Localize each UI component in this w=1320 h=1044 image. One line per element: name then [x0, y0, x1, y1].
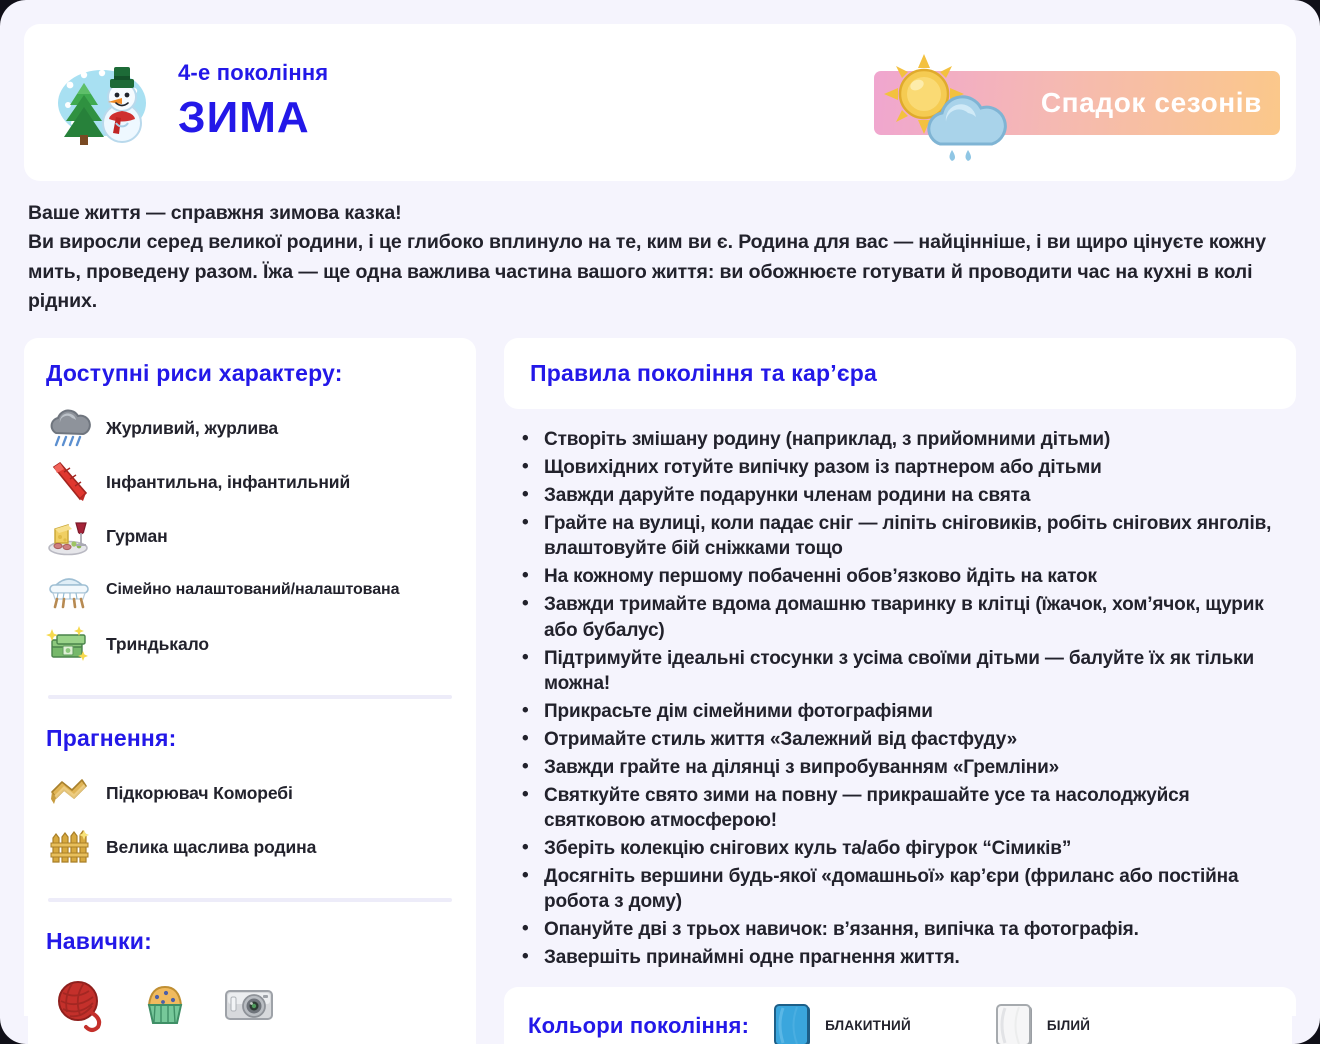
white-swatch-label: БІЛИЙ — [1046, 1018, 1091, 1034]
blue-swatch-icon — [773, 1003, 813, 1044]
rule-item: • Підтримуйте ідеальні стосунки з усіма своїми дітьми — балуйте їх як тільки можна! — [518, 646, 1286, 696]
trait-label: Триндькало — [106, 633, 209, 654]
aspirations-list — [46, 766, 454, 874]
rule-item: • Завершіть принаймні одне прагнення життя. — [518, 945, 1286, 970]
gold-ribbon-icon — [46, 772, 92, 814]
left-column — [24, 338, 476, 1044]
rain-cloud-icon — [46, 407, 92, 449]
camera-icon[interactable] — [220, 975, 278, 1033]
rain-cloud-icon — [918, 82, 1014, 168]
rules-list — [504, 427, 1296, 971]
rule-item: • Прикрасьте дім сімейними фотографіями — [518, 699, 1286, 724]
rule-item: • На кожному першому побаченні обов’язково йдіть на каток — [518, 564, 1286, 589]
muffin-icon[interactable] — [136, 975, 194, 1033]
trait-row[interactable] — [46, 509, 454, 563]
rule-item: • Досягніть вершини будь-якої «домашньої» кар’єри (фриланс або постійна робота з дому) — [518, 864, 1286, 914]
color-swatch-white[interactable] — [995, 1003, 1090, 1044]
traits-list — [46, 401, 454, 671]
header-card — [24, 24, 1296, 181]
skills-title: Навички: — [46, 928, 152, 954]
trait-label: Гурман — [106, 525, 168, 546]
trait-row[interactable] — [46, 617, 454, 671]
golden-fence-icon — [46, 826, 92, 868]
section-divider — [48, 695, 452, 699]
rule-item: • Зберіть колекцію снігових куль та/або фігурок “Сімиків” — [518, 836, 1286, 861]
traits-aspirations-skills-card — [24, 338, 476, 1044]
header-left-group — [24, 57, 328, 149]
rule-item: • Опануйте дві з трьох навичок: в’язання, випічка та фотографія. — [518, 917, 1286, 942]
aspiration-row[interactable] — [46, 820, 454, 874]
color-swatch-blue[interactable] — [773, 1003, 911, 1044]
generation-colors-card — [504, 987, 1296, 1044]
frame-corner-top-right — [1292, 0, 1320, 28]
rule-item: • Щовихідних готуйте випічку разом із партнером або дітьми — [518, 455, 1286, 480]
aspiration-label: Підкорювач Коморебі — [106, 782, 293, 803]
header-titles — [178, 59, 328, 147]
generation-name: ЗИМА — [178, 93, 310, 143]
rule-item: • Завжди даруйте подарунки членам родини на свята — [518, 483, 1286, 508]
rule-item: • Завжди тримайте вдома домашню тваринку в клітці (їжачок, хом’ячок, щурик або бубалус) — [518, 592, 1286, 642]
rule-item: • Завжди грайте на ділянці з випробуванням «Гремліни» — [518, 755, 1286, 780]
cheese-and-wine-icon — [46, 515, 92, 557]
colors-title: Кольори покоління: — [528, 1012, 750, 1038]
trait-row[interactable] — [46, 455, 454, 509]
frame-corner-bottom-right — [1292, 1016, 1320, 1044]
rule-item: • Отримайте стиль життя «Залежний від фастфуду» — [518, 727, 1286, 752]
rules-header-card — [504, 338, 1296, 409]
generation-label: 4-е покоління — [178, 59, 329, 85]
money-stack-icon — [46, 623, 92, 665]
intro-text — [28, 199, 1292, 316]
intro-line-1: Ваше життя — справжня зимова казка! — [28, 202, 402, 224]
rules-title: Правила покоління та кар’єра — [530, 360, 877, 386]
yarn-ball-icon[interactable] — [52, 975, 110, 1033]
intro-line-2: Ви виросли серед великої родини, і це глибоко вплинуло на те, ким ви є. Родина для вас — найцінніше, і ви щиро цінуєте кожну мить, проведену разом. Їжа — ще одна важлива частина вашого життя: ви обожнюєте готувати й проводити час на кухні в колі рідних. — [28, 231, 1266, 312]
season-banner — [874, 60, 1280, 146]
rule-item: • Створіть змішану родину (наприклад, з прийомними дітьми) — [518, 427, 1286, 452]
rule-item: • Грайте на вулиці, коли падає сніг — ліпіть сніговиків, робіть снігових янголів, влаштовуйте бій сніжками тощо — [518, 511, 1286, 561]
trait-row[interactable] — [46, 563, 454, 617]
traits-title: Доступні риси характеру: — [46, 360, 343, 386]
trait-row[interactable] — [46, 401, 454, 455]
frame-corner-top-left — [0, 0, 28, 28]
blue-swatch-label: БЛАКИТНИЙ — [825, 1018, 911, 1034]
rule-item: • Святкуйте свято зими на повну — прикрашайте усе та насолоджуйся святковою атмосферою! — [518, 783, 1286, 833]
trait-label: Інфантильна, інфантильний — [106, 471, 351, 492]
red-crayon-icon — [46, 461, 92, 503]
season-banner-text: Спадок сезонів — [1040, 87, 1262, 118]
aspiration-row[interactable] — [46, 766, 454, 820]
trait-label: Журливий, журлива — [106, 417, 279, 438]
snowman-with-tree-icon — [50, 57, 154, 149]
content-columns — [24, 338, 1296, 1044]
skills-list — [46, 975, 454, 1033]
right-column — [504, 338, 1296, 1044]
trait-label: Сімейно налаштований/налаштована — [106, 581, 400, 598]
aspirations-title: Прагнення: — [46, 725, 177, 751]
aspiration-label: Велика щаслива родина — [106, 836, 317, 857]
white-swatch-icon — [995, 1003, 1035, 1044]
bassinet-icon — [46, 569, 92, 611]
section-divider — [48, 898, 452, 902]
